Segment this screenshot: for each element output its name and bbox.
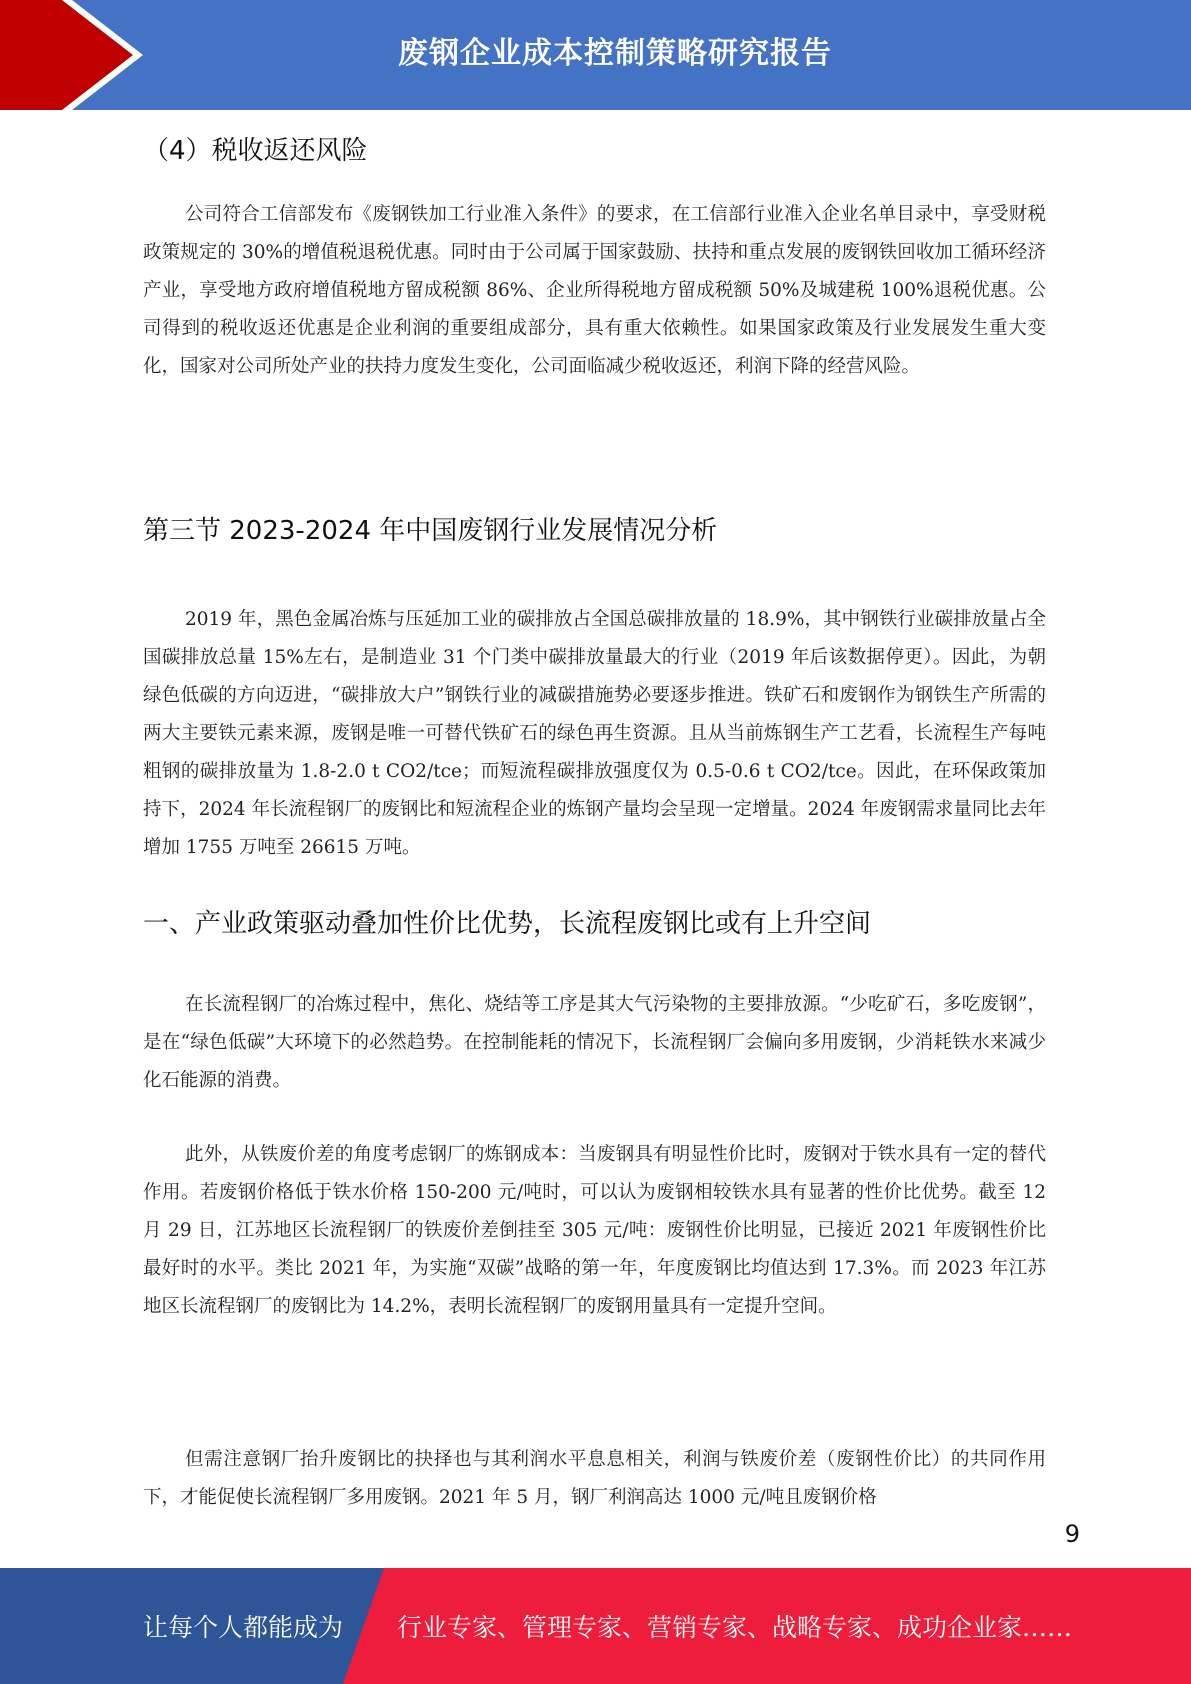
page-number: 9 [1064,1520,1080,1548]
tax-risk-heading: （4）税收返还风险 [143,136,368,166]
section-3-heading: 第三节 2023-2024 年中国废钢行业发展情况分析 [143,516,718,546]
chapter-1-paragraph-1: 在长流程钢厂的冶炼过程中，焦化、烧结等工序是其大气污染物的主要排放源。“少吃矿石，多吃废钢”，是在“绿色低碳”大环境下的必然趋势。在控制能耗的情况下，长流程钢厂会偏向多用废钢，少消耗铁水来减少化石能源的消费。 [143,994,1046,1091]
footer-slogan-left: 让每个人都能成为 [143,1613,344,1642]
page-header [0,0,1191,110]
chapter-1-paragraph-2: 此外，从铁废价差的角度考虑钢厂的炼钢成本：当废钢具有明显性价比时，废钢对于铁水具有一定的替代作用。若废钢价格低于铁水价格 150-200 元/吨时，可以认为废钢相较铁水具有显著的性价比优势。截至 12 月 29 日，江苏地区长流程钢厂的铁废价差倒挂至 305 元/吨：废钢性价比明显，已接近 2021 年废钢性价比最好时的水平。类比 2021 年，为实施“双碳”战略的第一年，年度废钢比均值达到 17.3%。而 2023 年江苏地区长流程钢厂的废钢比为 14.2%，表明长流程钢厂的废钢用量具有一定提升空间。 [143,1144,1046,1317]
report-title: 废钢企业成本控制策略研究报告 [398,36,832,71]
tax-risk-paragraph: 公司符合工信部发布《废钢铁加工行业准入条件》的要求，在工信部行业准入企业名单目录中，享受财税政策规定的 30%的增值税退税优惠。同时由于公司属于国家鼓励、扶持和重点发展的废钢铁回收加工循环经济产业，享受地方政府增值税地方留成税额 86%、企业所得税地方留成税额 50%及城建税 100%退税优惠。公司得到的税收返还优惠是企业利润的重要组成部分，具有重大依赖性。如果国家政策及行业发展发生重大变化，国家对公司所处产业的扶持力度发生变化，公司面临减少税收返还，利润下降的经营风险。 [143,204,1046,377]
chapter-1-paragraph-3: 但需注意钢厂抬升废钢比的抉择也与其利润水平息息相关，利润与铁废价差（废钢性价比）的共同作用下，才能促使长流程钢厂多用废钢。2021 年 5 月，钢厂利润高达 1000 元/吨且废钢价格 [143,1449,1046,1508]
chapter-1-heading: 一、产业政策驱动叠加性价比优势，长流程废钢比或有上升空间 [143,909,872,939]
page-footer [0,1568,1191,1684]
section-3-paragraph: 2019 年，黑色金属冶炼与压延加工业的碳排放占全国总碳排放量的 18.9%，其中钢铁行业碳排放量占全国碳排放总量 15%左右，是制造业 31 个门类中碳排放量最大的行业（2019 年后该数据停更）。因此，为朝绿色低碳的方向迈进，“碳排放大户”钢铁行业的减碳措施势必要逐步推进。铁矿石和废钢作为钢铁生产所需的两大主要铁元素来源，废钢是唯一可替代铁矿石的绿色再生资源。且从当前炼钢生产工艺看，长流程生产每吨粗钢的碳排放量为 1.8-2.0 t CO2/tce；而短流程碳排放强度仅为 0.5-0.6 t CO2/tce。因此，在环保政策加持下，2024 年长流程钢厂的废钢比和短流程企业的炼钢产量均会呈现一定增量。2024 年废钢需求量同比去年增加 1755 万吨至 26615 万吨。 [143,609,1046,858]
header-chevron-decoration [0,0,160,110]
footer-slogan-right: 行业专家、管理专家、营销专家、战略专家、成功企业家…… [397,1613,1073,1642]
